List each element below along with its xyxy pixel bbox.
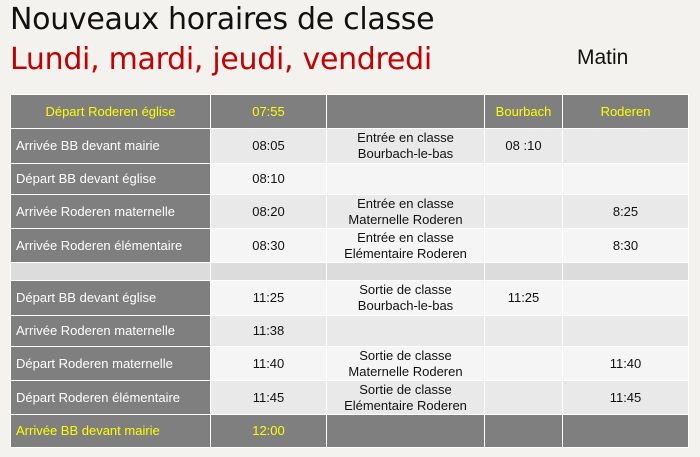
cell-stop: Départ Roderen église (11, 95, 211, 129)
cell-event: Entrée en classe Maternelle Roderen (327, 195, 485, 229)
cell-stop: Arrivée Roderen maternelle (11, 195, 211, 229)
cell-stop: Départ Roderen maternelle (11, 347, 211, 381)
cell-stop: Départ BB devant église (11, 281, 211, 316)
cell-bourbach (485, 164, 563, 195)
cell-stop: Arrivée BB devant mairie (11, 415, 211, 448)
table-header-row (11, 95, 689, 129)
days-subtitle: Lundi, mardi, jeudi, vendredi (10, 42, 432, 77)
cell-time (211, 263, 327, 281)
cell-bourbach: 08 :10 (485, 129, 563, 164)
cell-roderen: Roderen (563, 95, 689, 129)
cell-time: 07:55 (211, 95, 327, 129)
cell-roderen (563, 263, 689, 281)
cell-time: 08:20 (211, 195, 327, 229)
cell-bourbach (485, 316, 563, 347)
cell-roderen (563, 316, 689, 347)
cell-event: Entrée en classe Bourbach-le-bas (327, 129, 485, 164)
cell-stop (11, 263, 211, 281)
cell-bourbach (485, 263, 563, 281)
cell-time: 11:38 (211, 316, 327, 347)
cell-stop: Départ Roderen élémentaire (11, 381, 211, 415)
cell-event (327, 263, 485, 281)
period-label: Matin (577, 46, 629, 69)
cell-roderen: 11:45 (563, 381, 689, 415)
cell-event (327, 164, 485, 195)
cell-time: 08:30 (211, 229, 327, 263)
cell-event: Sortie de classe Maternelle Roderen (327, 347, 485, 381)
table-footer-row (11, 415, 689, 448)
cell-event: Sortie de classe Elémentaire Roderen (327, 381, 485, 415)
cell-bourbach (485, 347, 563, 381)
spacer-row (11, 263, 689, 281)
cell-event: Entrée en classe Elémentaire Roderen (327, 229, 485, 263)
cell-bourbach: Bourbach (485, 95, 563, 129)
cell-roderen: 11:40 (563, 347, 689, 381)
cell-time: 12:00 (211, 415, 327, 448)
cell-time: 11:40 (211, 347, 327, 381)
table-row (11, 164, 689, 195)
cell-stop: Arrivée Roderen élémentaire (11, 229, 211, 263)
table-row (11, 129, 689, 164)
cell-event (327, 415, 485, 448)
schedule-table (10, 94, 689, 448)
page-title: Nouveaux horaires de classe (10, 2, 435, 37)
table-row (11, 316, 689, 347)
cell-roderen: 8:30 (563, 229, 689, 263)
cell-bourbach (485, 229, 563, 263)
cell-stop: Arrivée BB devant mairie (11, 129, 211, 164)
cell-bourbach (485, 195, 563, 229)
cell-bourbach: 11:25 (485, 281, 563, 316)
table-row (11, 347, 689, 381)
cell-roderen (563, 281, 689, 316)
cell-roderen (563, 415, 689, 448)
cell-stop: Arrivée Roderen maternelle (11, 316, 211, 347)
cell-time: 11:25 (211, 281, 327, 316)
cell-roderen (563, 164, 689, 195)
cell-event (327, 95, 485, 129)
table-row (11, 281, 689, 316)
cell-time: 08:10 (211, 164, 327, 195)
cell-event (327, 316, 485, 347)
table-row (11, 195, 689, 229)
table-row (11, 381, 689, 415)
cell-roderen (563, 129, 689, 164)
cell-stop: Départ BB devant église (11, 164, 211, 195)
cell-bourbach (485, 381, 563, 415)
cell-roderen: 8:25 (563, 195, 689, 229)
cell-bourbach (485, 415, 563, 448)
cell-event: Sortie de classe Bourbach-le-bas (327, 281, 485, 316)
cell-time: 11:45 (211, 381, 327, 415)
table-row (11, 229, 689, 263)
cell-time: 08:05 (211, 129, 327, 164)
schedule-body (11, 95, 689, 448)
